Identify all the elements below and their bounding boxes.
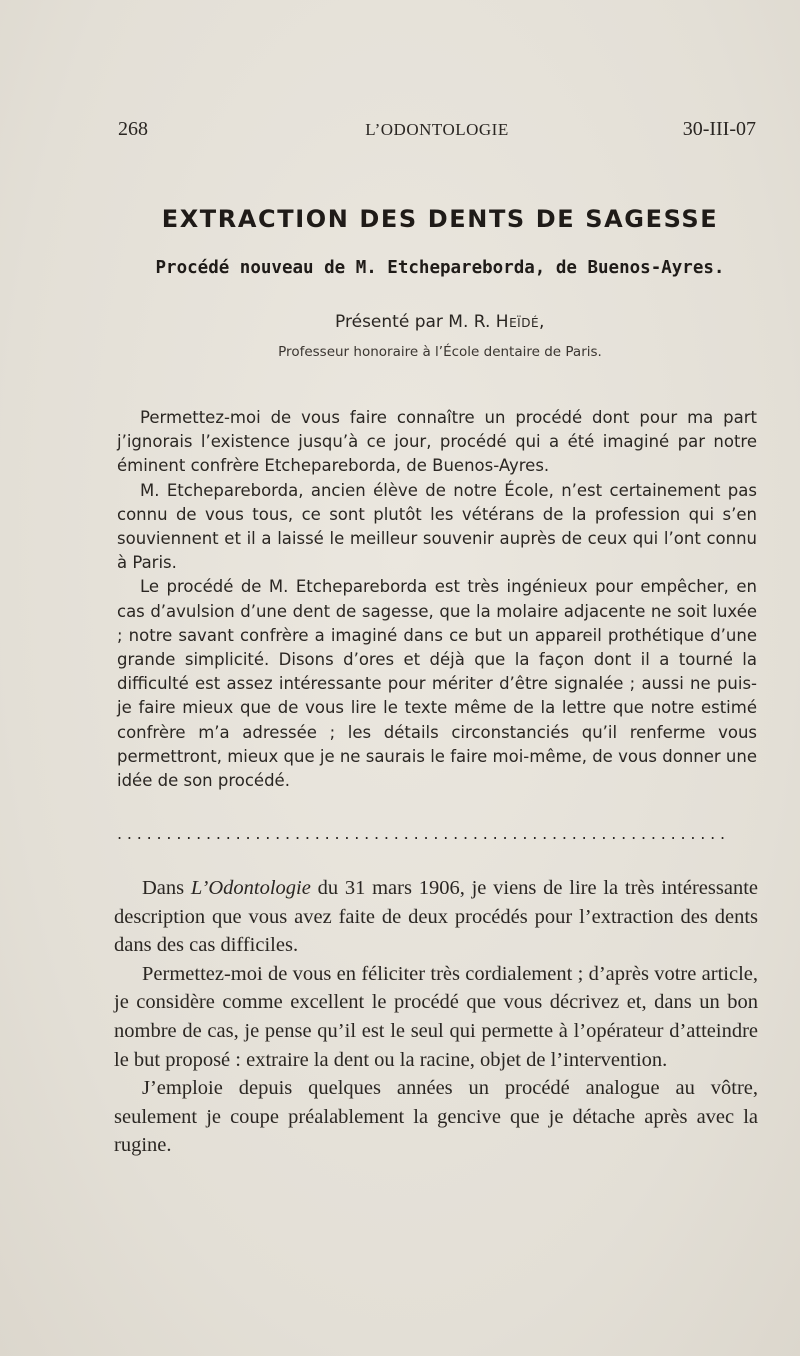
presented-by xyxy=(110,312,770,332)
letter-paragraph-2: Permettez-moi de vous en féliciter très cordialement ; d’après votre article, je considère comme excellent le procédé que vous décrivez et, dans un bon nombre de cas, je pense qu’il est le seul qui permette à l’opérateur d’atteindre le but proposé : extraire la dent ou la racine, objet de l’intervention. xyxy=(114,962,758,1071)
letter-paragraph-3: J’emploie depuis quelques années un procédé analogue au vôtre, seulement je coupe préalablement la gencive que je détache après avec la rugine. xyxy=(114,1077,758,1157)
article-subtitle: Procédé nouveau de M. Etchepareborda, de Buenos-Ayres. xyxy=(155,258,725,278)
ellipsis-separator: .............................................................. xyxy=(117,824,730,843)
intro-paragraph-2: M. Etchepareborda, ancien élève de notre École, n’est certainement pas connu de vous tous, ce sont plutôt les vétérans de la profession qui s’en souviennent et il a laissé le meilleur souvenir auprès de ceux qui l’ont connu à Paris. xyxy=(117,480,757,573)
intro-text xyxy=(117,406,757,793)
presenter-affiliation: Professeur honoraire à l’École dentaire de Paris. xyxy=(278,344,602,360)
letter-text xyxy=(114,874,758,1160)
page-number: 268 xyxy=(118,118,148,140)
journal-name: L’Odontologie xyxy=(190,877,311,899)
running-title: L’ODONTOLOGIE xyxy=(365,120,509,139)
article-title: EXTRACTION DES DENTS DE SAGESSE xyxy=(161,205,719,233)
presenter-name: Heïdé, xyxy=(495,312,545,332)
presented-by-label: Présenté par M. R. xyxy=(335,312,496,332)
page-header xyxy=(118,118,756,148)
letter-p1-rest: du 31 mars 1906, je viens de lire la très intéressante description que vous avez faite de deux procédés pour l’extraction des dents dans des cas difficiles. xyxy=(114,877,758,957)
issue-date: 30-III-07 xyxy=(682,118,756,140)
intro-paragraph-3: Le procédé de M. Etchepareborda est très ingénieux pour empêcher, en cas d’avulsion d’une dent de sagesse, que la molaire adjacente ne soit luxée ; notre savant confrère a imaginé dans ce but un appareil prothétique d’une grande simplicité. Disons d’ores et déjà que la façon dont il a tourné la difficulté est assez intéressante pour mériter d’être signalée ; aussi ne puis-je faire mieux que de vous lire le texte même de la lettre que notre estimé confrère m’a adressée ; les détails circonstanciés qu’il renferme vous permettront, mieux que je ne saurais le faire moi-même, de vous donner une idée de son procédé. xyxy=(117,577,757,791)
letter-p1-start: Dans xyxy=(142,877,191,899)
intro-paragraph-1: Permettez-moi de vous faire connaître un procédé dont pour ma part j’ignorais l’existence jusqu’à ce jour, procédé qui a été imaginé par notre éminent confrère Etchepareborda, de Buenos-Ayres. xyxy=(117,408,757,476)
letter-paragraph-1 xyxy=(114,874,758,960)
